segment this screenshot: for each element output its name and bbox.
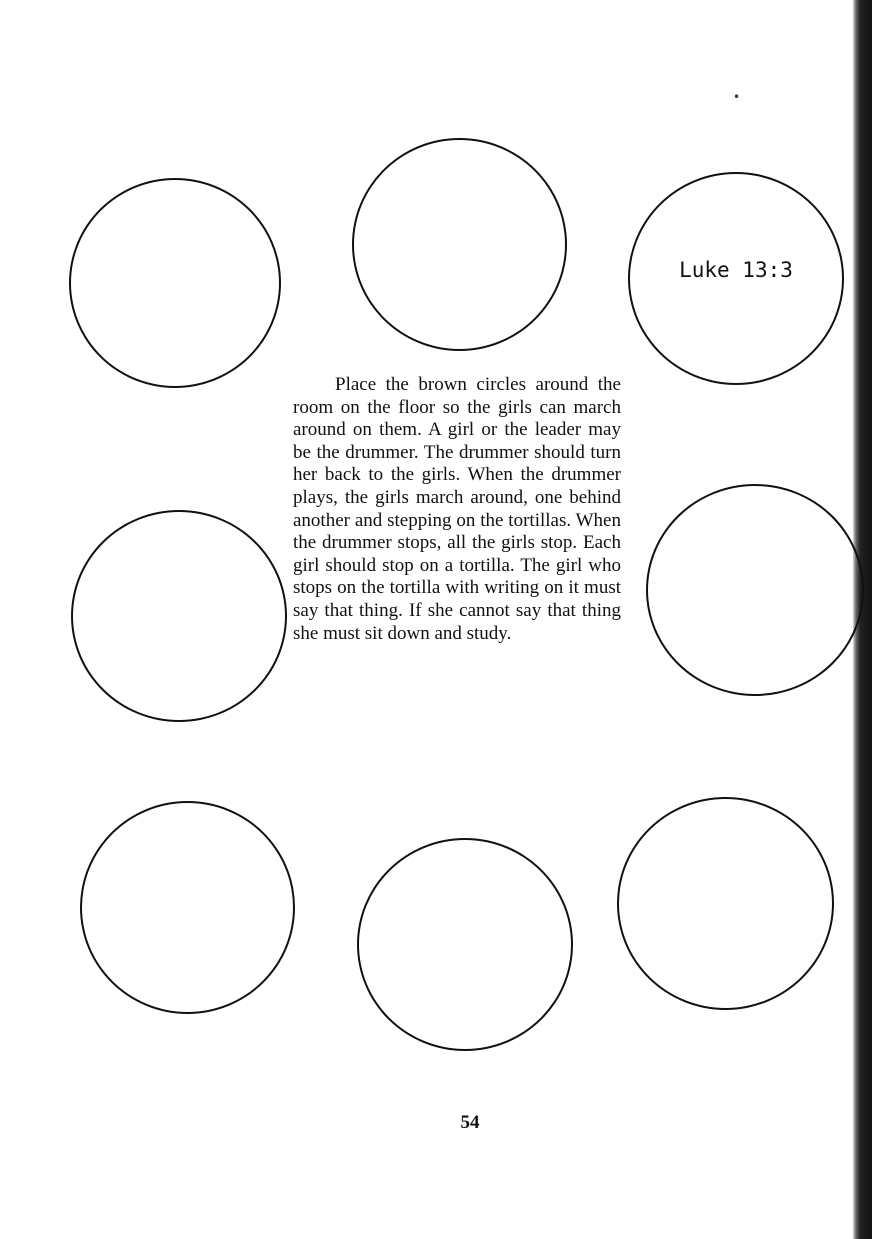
tortilla-circle-2 bbox=[352, 138, 567, 351]
page-number: 54 bbox=[460, 1112, 480, 1133]
scripture-reference: Luke 13:3 bbox=[679, 257, 793, 282]
tortilla-circle-8 bbox=[617, 797, 834, 1010]
tortilla-circle-5 bbox=[646, 484, 864, 696]
stray-mark: • bbox=[733, 90, 741, 104]
tortilla-circle-7 bbox=[357, 838, 573, 1051]
tortilla-circle-1 bbox=[69, 178, 281, 388]
tortilla-circle-6 bbox=[80, 801, 295, 1014]
tortilla-circle-4 bbox=[71, 510, 287, 722]
tortilla-circle-luke bbox=[628, 172, 844, 385]
game-instructions: Place the brown circles around the room on the floor so the girls can march around on them. A girl or the leader may be the drummer. The drummer should turn her back to the girls. When the drummer plays, the girls march around, one behind another and stepping on the tortillas. When the drummer stops, all the girls stop. Each girl should stop on a tortilla. The girl who stops on the tortilla with writing on it must say that thing. If she cannot say that thing she must sit down and study. bbox=[293, 374, 621, 644]
